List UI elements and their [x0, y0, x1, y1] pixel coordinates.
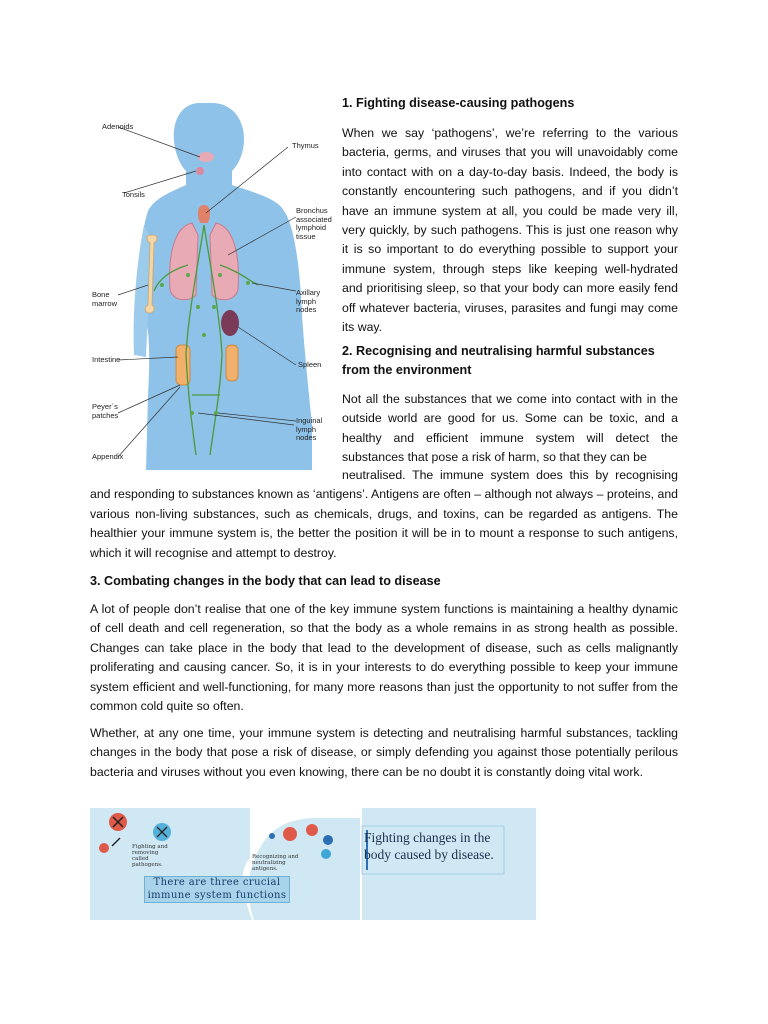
thymus-shape — [198, 205, 210, 223]
antigen-cell-1 — [283, 827, 297, 841]
label-appendix: Appendix — [92, 452, 124, 461]
immune-system-anatomy-figure — [88, 95, 330, 470]
intestine-right — [226, 345, 238, 381]
label-bone-marrow: Bone marrow — [92, 290, 118, 308]
banner-recognizing-label: Recognizing and neutralizing antigens. — [252, 854, 299, 872]
pathogen-cell-2 — [99, 843, 109, 853]
label-axillary: Axillary lymph nodes — [296, 288, 321, 314]
antigen-cell-2 — [306, 824, 318, 836]
section2-body-top: Not all the substances that we come into contact with in the outside world are good for us. Some can be toxic, and a healthy and efficient immune system will detect the substances that pose a risk of harm, so that they can be — [342, 392, 678, 465]
banner-fighting-label: Fighting and removing called pathogens. — [132, 844, 168, 868]
antibody-cell — [323, 835, 333, 845]
section1-heading: 1. Fighting disease-causing pathogens — [342, 96, 575, 110]
section3-paragraph-2: Whether, at any one time, your immune system is detecting and neutralising harmful substances, tackling changes in the body that pose a risk of disease, or simply defending you against those potentially perilous bacteria and viruses without you even knowing, there can be no doubt it is constantly doing vital work. — [90, 726, 678, 779]
antibody-cell-2 — [321, 849, 331, 859]
anatomy-illustration — [88, 95, 330, 470]
banner-right-text: Fighting changes in the body caused by disease. — [364, 830, 494, 862]
label-thymus: Thymus — [292, 141, 319, 150]
section2-body-rest: neutralised. The immune system does this by recognising and responding to substances known as ‘antigens’. Antigens are often – although not always – proteins, and various non-living substances, such as chemicals, drugs, and toxins, can be regarded as antigens. The healthier your immune system is, the better the position it will be in to mount a response to such antigens, which it will recognise and attempt to destroy. — [90, 468, 678, 560]
label-adenoids: Adenoids — [102, 122, 134, 131]
section1-body: When we say ‘pathogens’, we’re referring to the various bacteria, germs, and viruses that you will unavoidably come into contact with on a day-to-day basis. Indeed, the body is constantly encountering such pathogens, and if you didn’t have an immune system at all, you could be made very ill, very quickly, by such pathogens. This is just one reason why it is so important to do everything possible to support your immune system, through steps like keeping well-hydrated and prioritising sleep, so that your body can more easily fend off whatever bacteria, viruses, parasites and fungi may come its way. — [342, 126, 678, 335]
label-inguinal: Inguinal lymph nodes — [296, 416, 323, 442]
label-bronchus: Bronchus associated lymphoid tissue — [296, 206, 332, 241]
section3-heading: 3. Combating changes in the body that can lead to disease — [90, 574, 441, 588]
section3-paragraph-1: A lot of people don’t realise that one of the key immune system functions is maintaining a healthy dynamic of cell death and cell regeneration, so that the body as a whole remains in as strong health as possible. Changes can take place in the body that lead to the development of disease, such as cells malignantly proliferating and causing cancer. So, it is in your interests to do everything possible to keep your immune system efficient and well-functioning, for many more reasons than just the opportunity to not suffer from the common cold quite so often. — [90, 602, 678, 714]
immune-functions-banner — [90, 808, 536, 920]
adenoids-shape — [198, 152, 214, 162]
tonsils-shape — [196, 167, 204, 175]
label-intestine: Intestine — [92, 355, 121, 364]
section2-heading: 2. Recognising and neutralising harmful substances from the environment — [342, 344, 655, 377]
spleen-shape — [221, 310, 239, 336]
banner-title: There are three crucial immune system functions — [144, 876, 290, 903]
label-tonsils: Tonsils — [122, 190, 145, 199]
label-spleen: Spleen — [298, 360, 322, 369]
label-peyers-patches: Peyer´s patches — [92, 402, 119, 420]
